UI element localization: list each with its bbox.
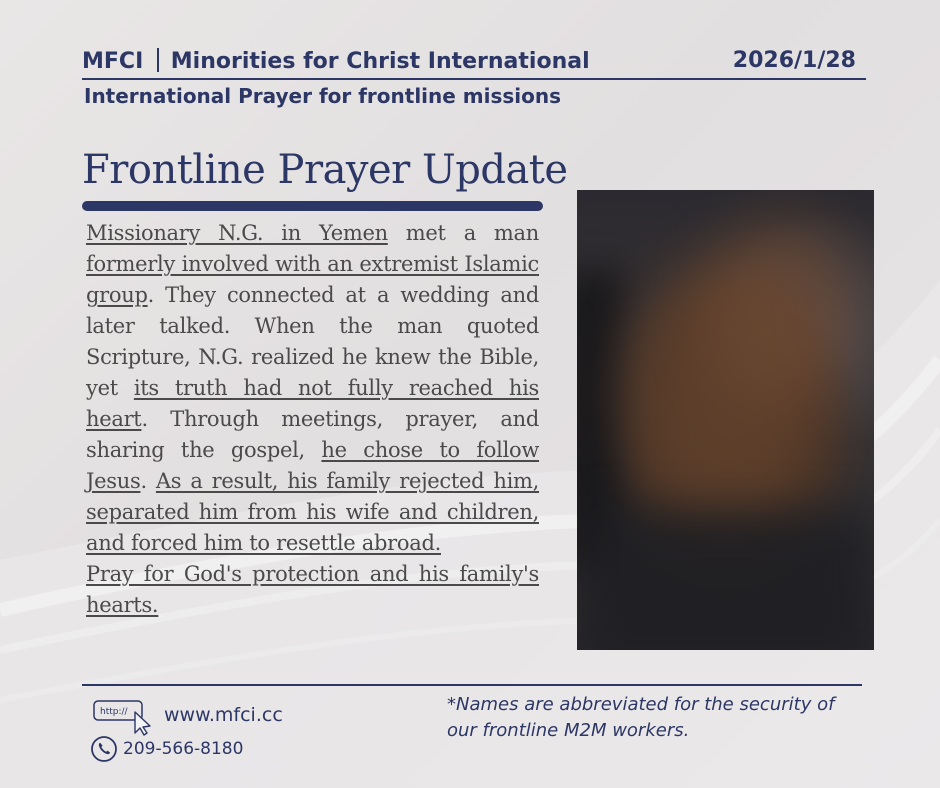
- header-divider: [82, 78, 866, 80]
- header-subtitle: International Prayer for frontline missions: [84, 84, 562, 108]
- story-text: [86, 218, 539, 621]
- website-link[interactable]: www.mfci.cc: [164, 704, 283, 726]
- blurred-photo: [577, 190, 874, 650]
- footer-divider: [82, 684, 862, 686]
- security-note: *Names are abbreviated for the security of our frontline M2M workers.: [447, 694, 835, 741]
- prayer-request: Pray for God's protection and his family's hearts.: [86, 562, 539, 617]
- update-date: 2026/1/28: [732, 48, 856, 73]
- story-underlined-missionary: Missionary N.G. in Yemen: [86, 221, 388, 245]
- title-underline-bar: [82, 201, 543, 211]
- org-short-name: MFCI: [82, 49, 144, 74]
- story-text-segment: met a man: [387, 221, 539, 245]
- header-separator: [157, 48, 159, 72]
- page-title: Frontline Prayer Update: [82, 147, 568, 193]
- story-text-segment: .: [140, 469, 156, 493]
- phone-icon: [90, 735, 118, 763]
- story-text-segment: . They connected at a wedding and later talked. When the man quoted Scripture, N.G. realized he knew the Bible, yet: [86, 283, 539, 400]
- story-underlined-background: formerly involved with an extremist Islamic group: [86, 252, 539, 307]
- story-underlined-decision: he chose to follow Jesus: [86, 438, 540, 493]
- phone-number[interactable]: 209-566-8180: [123, 739, 244, 759]
- story-text-segment: . Through meetings, prayer, and sharing the gospel,: [86, 407, 539, 462]
- org-full-name: Minorities for Christ International: [170, 49, 590, 74]
- story-underlined-truth: its truth had not fully reached his heart: [86, 376, 539, 431]
- story-underlined-consequence: As a result, his family rejected him, separated him from his wife and children, and forced him to resettle abroad.: [86, 469, 539, 555]
- header-organization: [82, 48, 590, 74]
- http-label: http://: [100, 707, 128, 717]
- web-link-icon: [93, 700, 155, 736]
